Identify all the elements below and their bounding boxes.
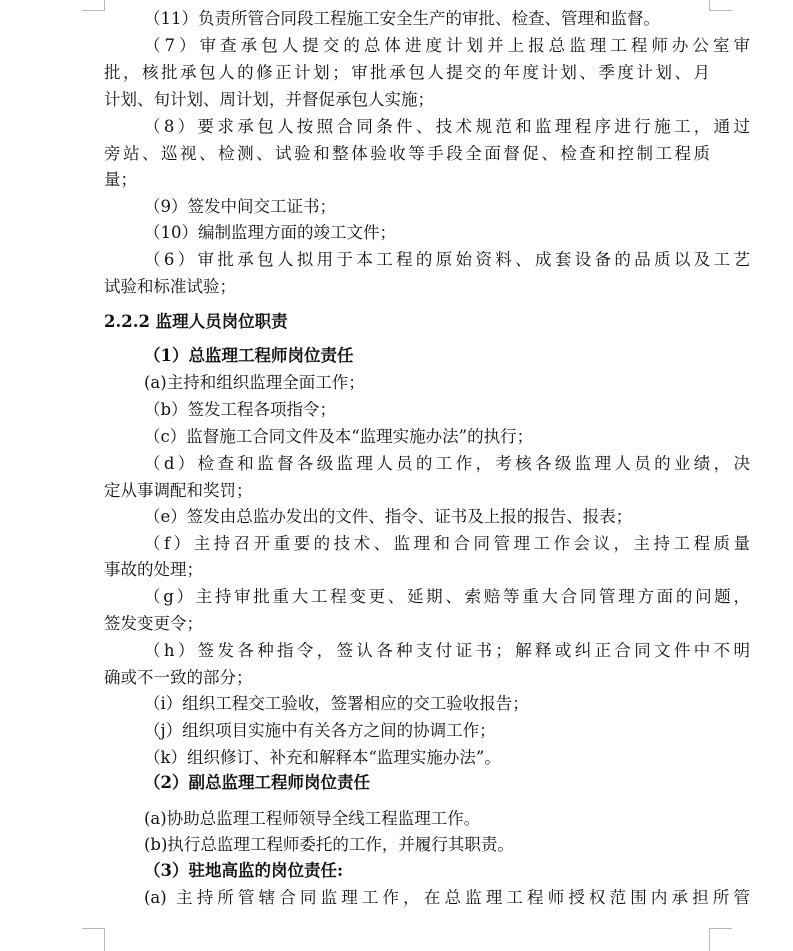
paragraph-line: 事故的处理； [104,560,203,579]
paragraph-line: （b）签发工程各项指令； [144,400,337,419]
paragraph-line: （h）签发各种指令，签认各种支付证书；解释或纠正合同文件中不明 [144,641,750,660]
page-corner-mark [82,0,105,11]
subsection-heading: （1）总监理工程师岗位责任 [144,346,354,365]
paragraph-line: 旁站、巡视、检测、试验和整体验收等手段全面督促、检查和控制工程质 [104,144,710,163]
paragraph-line: （11）负责所管合同段工程施工安全生产的审批、检查、管理和监督。 [144,9,660,28]
paragraph-line: 计划、旬计划、周计划，并督促承包人实施； [104,90,434,109]
paragraph-line: （k）组织修订、补充和解释本“监理实施办法”。 [144,748,501,767]
subsection-heading: （3）驻地高监的岗位责任: [144,861,344,880]
paragraph-line: 试验和标准试验； [104,277,236,296]
paragraph-line: （j）组织项目实施中有关各方之间的协调工作； [144,721,496,740]
paragraph-line: 批，核批承包人的修正计划；审批承包人提交的年度计划、季度计划、月 [104,63,710,82]
paragraph-line: （10）编制监理方面的竣工文件； [144,223,396,242]
paragraph-line: （e）签发由总监办发出的文件、指令、证书及上报的报告、报表； [144,507,633,526]
paragraph-line: 定从事调配和奖罚； [104,481,253,500]
subsection-heading: （2）副总监理工程师岗位责任 [144,773,370,792]
section-heading: 2.2.2 监理人员岗位职责 [104,312,288,331]
paragraph-line: (b)执行总监理工程师委托的工作，并履行其职责。 [144,835,514,854]
paragraph-line: 量； [104,170,137,189]
paragraph-line: (a)协助总监理工程师领导全线工程监理工作。 [144,809,481,828]
page-corner-mark [709,928,732,951]
paragraph-line: 确或不一致的部分； [104,668,253,687]
paragraph-line: （8）要求承包人按照合同条件、技术规范和监理程序进行施工，通过 [144,117,750,136]
paragraph-line: （g）主持审批重大工程变更、延期、索赔等重大合同管理方面的问题， [144,587,750,606]
page-corner-mark [82,928,105,951]
paragraph-line: （6）审批承包人拟用于本工程的原始资料、成套设备的品质以及工艺 [144,250,750,269]
paragraph-line: （c）监督施工合同文件及本“监理实施办法”的执行； [144,427,534,446]
paragraph-line: （7）审查承包人提交的总体进度计划并上报总监理工程师办公室审 [144,36,750,55]
paragraph-line: 签发变更令； [104,614,203,633]
paragraph-line: (a) 主持所管辖合同监理工作，在总监理工程师授权范围内承担所管 [144,888,750,907]
paragraph-line: （d）检查和监督各级监理人员的工作，考核各级监理人员的业绩，决 [144,454,750,473]
paragraph-line: （9）签发中间交工证书； [144,197,336,216]
paragraph-line: （i）组织工程交工验收，签署相应的交工验收报告； [144,694,529,713]
paragraph-line: （f）主持召开重要的技术、监理和合同管理工作会议，主持工程质量 [144,534,750,553]
paragraph-line: (a)主持和组织监理全面工作； [144,373,365,392]
